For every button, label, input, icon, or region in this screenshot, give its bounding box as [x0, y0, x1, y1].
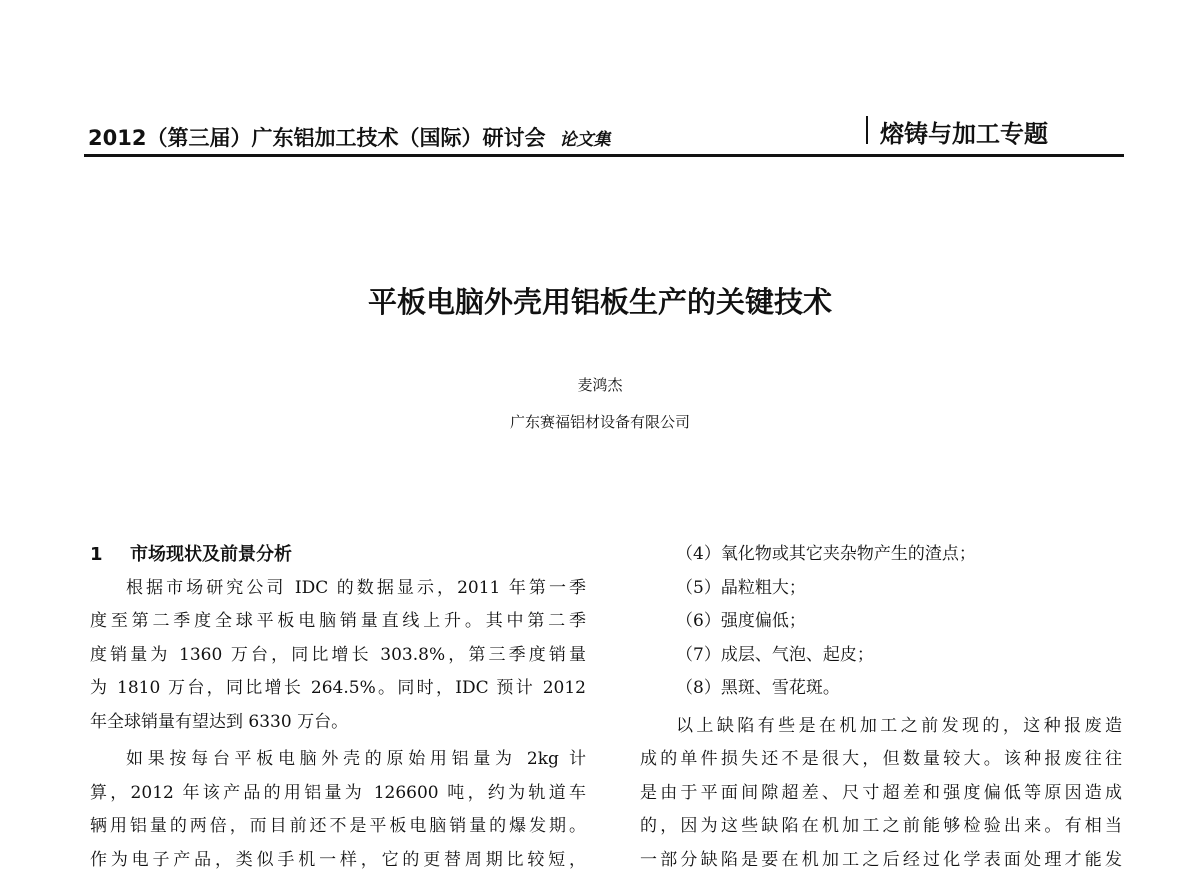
text-line: 是由于平面间隙超差、尺寸超差和强度偏低等原因造成 — [640, 777, 1122, 811]
header-divider — [866, 116, 868, 144]
left-column — [90, 538, 586, 877]
section-title: 熔铸与加工专题 — [880, 114, 1048, 149]
section-heading-text: 市场现状及前景分析 — [130, 544, 292, 565]
defect-item: （4）氧化物或其它夹杂物产生的渣点； — [640, 538, 1122, 572]
proceedings-title: 2012（第三届）广东铝加工技术（国际）研讨会 — [88, 126, 545, 150]
article-affiliation: 广东赛福铝材设备有限公司 — [0, 411, 1200, 432]
section-number: 1 — [90, 538, 130, 572]
article-title: 平板电脑外壳用铝板生产的关键技术 — [0, 280, 1200, 321]
defect-item: （7）成层、气泡、起皮； — [640, 639, 1122, 673]
proceedings-header — [88, 122, 610, 152]
section-heading — [90, 538, 586, 572]
text-line: 度至第二季度全球平板电脑销量直线上升。其中第二季 — [90, 605, 586, 639]
text-line: 辆用铝量的两倍，而目前还不是平板电脑销量的爆发期。 — [90, 810, 586, 844]
right-column — [640, 538, 1122, 877]
text-line: 作为电子产品，类似手机一样，它的更替周期比较短， — [90, 844, 586, 877]
text-line: 年全球销量有望达到 6330 万台。 — [90, 706, 586, 740]
text-line: 算，2012 年该产品的用铝量为 126600 吨，约为轨道车 — [90, 777, 586, 811]
defect-item: （6）强度偏低； — [640, 605, 1122, 639]
defect-item: （5）晶粒粗大； — [640, 572, 1122, 606]
text-line: 如果按每台平板电脑外壳的原始用铝量为 2kg 计 — [90, 743, 586, 777]
proceedings-subtitle: 论文集 — [559, 130, 610, 150]
text-line: 为 1810 万台，同比增长 264.5%。同时，IDC 预计 2012 — [90, 672, 586, 706]
article-author: 麦鸿杰 — [0, 374, 1200, 395]
text-line: 根据市场研究公司 IDC 的数据显示，2011 年第一季 — [90, 572, 586, 606]
text-line: 度销量为 1360 万台，同比增长 303.8%，第三季度销量 — [90, 639, 586, 673]
text-line: 成的单件损失还不是很大，但数量较大。该种报废往往 — [640, 743, 1122, 777]
header-rule — [84, 154, 1124, 157]
text-line: 的，因为这些缺陷在机加工之前能够检验出来。有相当 — [640, 810, 1122, 844]
text-line: 一部分缺陷是要在机加工之后经过化学表面处理才能发 — [640, 844, 1122, 877]
defect-item: （8）黑斑、雪花斑。 — [640, 672, 1122, 706]
text-line: 以上缺陷有些是在机加工之前发现的，这种报废造 — [640, 710, 1122, 744]
